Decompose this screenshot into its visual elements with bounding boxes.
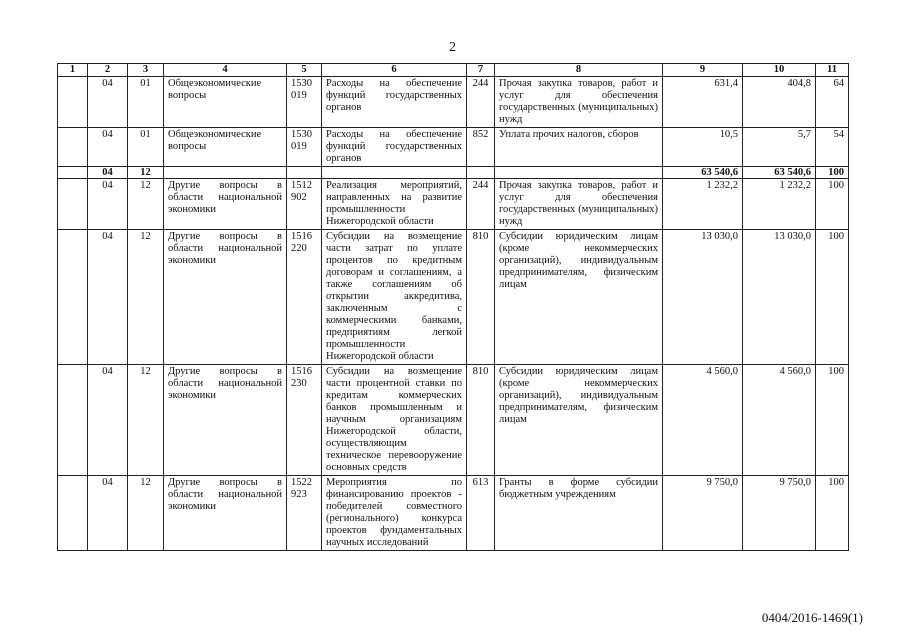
cell-target-code <box>287 167 322 179</box>
cell-percent: 100 <box>816 476 849 551</box>
cell-section-name: Другие вопросы в области национальной экономики <box>164 365 287 476</box>
table-row <box>58 365 849 476</box>
cell-section-name: Общеэкономические вопросы <box>164 128 287 167</box>
cell-executed: 4 560,0 <box>743 365 816 476</box>
column-header: 2 <box>88 64 128 77</box>
cell-subsection: 01 <box>128 128 164 167</box>
cell-target-code: 1512 902 <box>287 179 322 230</box>
cell-expense-type: 810 <box>467 230 495 365</box>
column-header: 1 <box>58 64 88 77</box>
cell-executed: 404,8 <box>743 77 816 128</box>
column-header: 5 <box>287 64 322 77</box>
cell-expense-name <box>495 167 663 179</box>
cell-target-name <box>322 167 467 179</box>
cell-executed: 9 750,0 <box>743 476 816 551</box>
cell-target-code: 1516 230 <box>287 365 322 476</box>
cell-section: 04 <box>88 77 128 128</box>
cell-target-name: Расходы на обеспечение функций государственных органов <box>322 128 467 167</box>
column-header: 10 <box>743 64 816 77</box>
cell-planned: 10,5 <box>663 128 743 167</box>
cell-percent: 54 <box>816 128 849 167</box>
table-row <box>58 128 849 167</box>
cell-expense-name: Гранты в форме субсидии бюджетным учреждениям <box>495 476 663 551</box>
cell-expense-type: 244 <box>467 179 495 230</box>
cell-section: 04 <box>88 365 128 476</box>
cell-index <box>58 230 88 365</box>
cell-target-name: Мероприятия по финансированию проектов - победителей совместного (регионального) конкурса проектов фундаментальных научных исследований <box>322 476 467 551</box>
cell-expense-name: Субсидии юридическим лицам (кроме некоммерческих организаций), индивидуальным предпринимателям, физическим лицам <box>495 230 663 365</box>
table-row <box>58 77 849 128</box>
cell-index <box>58 365 88 476</box>
cell-executed: 1 232,2 <box>743 179 816 230</box>
cell-target-code: 1530 019 <box>287 128 322 167</box>
cell-section-name: Другие вопросы в области национальной экономики <box>164 476 287 551</box>
cell-subsection: 12 <box>128 476 164 551</box>
cell-executed: 63 540,6 <box>743 167 816 179</box>
cell-target-name: Субсидии на возмещение части затрат по уплате процентов по кредитным договорам и соглашениям, а также соглашениям об открытии аккредитива, заключенным с коммерческими банками, предприятиям легкой промышленности Нижегородской области <box>322 230 467 365</box>
cell-section: 04 <box>88 167 128 179</box>
cell-index <box>58 77 88 128</box>
cell-target-code: 1516 220 <box>287 230 322 365</box>
table-row <box>58 230 849 365</box>
cell-expense-type: 852 <box>467 128 495 167</box>
column-header: 4 <box>164 64 287 77</box>
cell-planned: 1 232,2 <box>663 179 743 230</box>
budget-table <box>57 63 849 551</box>
cell-expense-name: Прочая закупка товаров, работ и услуг для обеспечения государственных (муниципальных) нужд <box>495 179 663 230</box>
cell-planned: 4 560,0 <box>663 365 743 476</box>
cell-index <box>58 476 88 551</box>
cell-executed: 13 030,0 <box>743 230 816 365</box>
cell-executed: 5,7 <box>743 128 816 167</box>
cell-section: 04 <box>88 128 128 167</box>
cell-subsection: 12 <box>128 365 164 476</box>
cell-subsection: 12 <box>128 230 164 365</box>
document-code: 0404/2016-1469(1) <box>761 610 863 625</box>
column-header: 3 <box>128 64 164 77</box>
table-row <box>58 476 849 551</box>
cell-subsection: 12 <box>128 179 164 230</box>
cell-target-name: Субсидии на возмещение части процентной ставки по кредитам коммерческих банков промышленным и научным организациям Нижегородской области, осуществляющим техническое перевооружение основных средств <box>322 365 467 476</box>
cell-expense-type: 810 <box>467 365 495 476</box>
table-header-row <box>58 64 849 77</box>
cell-subsection: 01 <box>128 77 164 128</box>
column-header: 7 <box>467 64 495 77</box>
cell-section: 04 <box>88 230 128 365</box>
cell-section: 04 <box>88 179 128 230</box>
table-row <box>58 179 849 230</box>
cell-expense-type <box>467 167 495 179</box>
cell-section: 04 <box>88 476 128 551</box>
column-header: 9 <box>663 64 743 77</box>
cell-expense-type: 613 <box>467 476 495 551</box>
cell-percent: 100 <box>816 167 849 179</box>
cell-planned: 631,4 <box>663 77 743 128</box>
column-header: 11 <box>816 64 849 77</box>
cell-percent: 100 <box>816 365 849 476</box>
cell-percent: 64 <box>816 77 849 128</box>
cell-target-name: Расходы на обеспечение функций государственных органов <box>322 77 467 128</box>
cell-planned: 63 540,6 <box>663 167 743 179</box>
cell-index <box>58 179 88 230</box>
page-number: 2 <box>449 40 456 55</box>
cell-expense-type: 244 <box>467 77 495 128</box>
cell-percent: 100 <box>816 230 849 365</box>
cell-index <box>58 167 88 179</box>
cell-section-name <box>164 167 287 179</box>
column-header: 6 <box>322 64 467 77</box>
cell-expense-name: Прочая закупка товаров, работ и услуг для обеспечения государственных (муниципальных) нужд <box>495 77 663 128</box>
cell-subsection: 12 <box>128 167 164 179</box>
cell-percent: 100 <box>816 179 849 230</box>
cell-expense-name: Уплата прочих налогов, сборов <box>495 128 663 167</box>
cell-section-name: Общеэкономические вопросы <box>164 77 287 128</box>
cell-section-name: Другие вопросы в области национальной экономики <box>164 230 287 365</box>
subtotal-row <box>58 167 849 179</box>
cell-target-code: 1530 019 <box>287 77 322 128</box>
column-header: 8 <box>495 64 663 77</box>
cell-index <box>58 128 88 167</box>
cell-planned: 13 030,0 <box>663 230 743 365</box>
cell-planned: 9 750,0 <box>663 476 743 551</box>
cell-target-code: 1522 923 <box>287 476 322 551</box>
cell-expense-name: Субсидии юридическим лицам (кроме некоммерческих организаций), индивидуальным предпринимателям, физическим лицам <box>495 365 663 476</box>
cell-section-name: Другие вопросы в области национальной экономики <box>164 179 287 230</box>
cell-target-name: Реализация мероприятий, направленных на развитие промышленности Нижегородской области <box>322 179 467 230</box>
